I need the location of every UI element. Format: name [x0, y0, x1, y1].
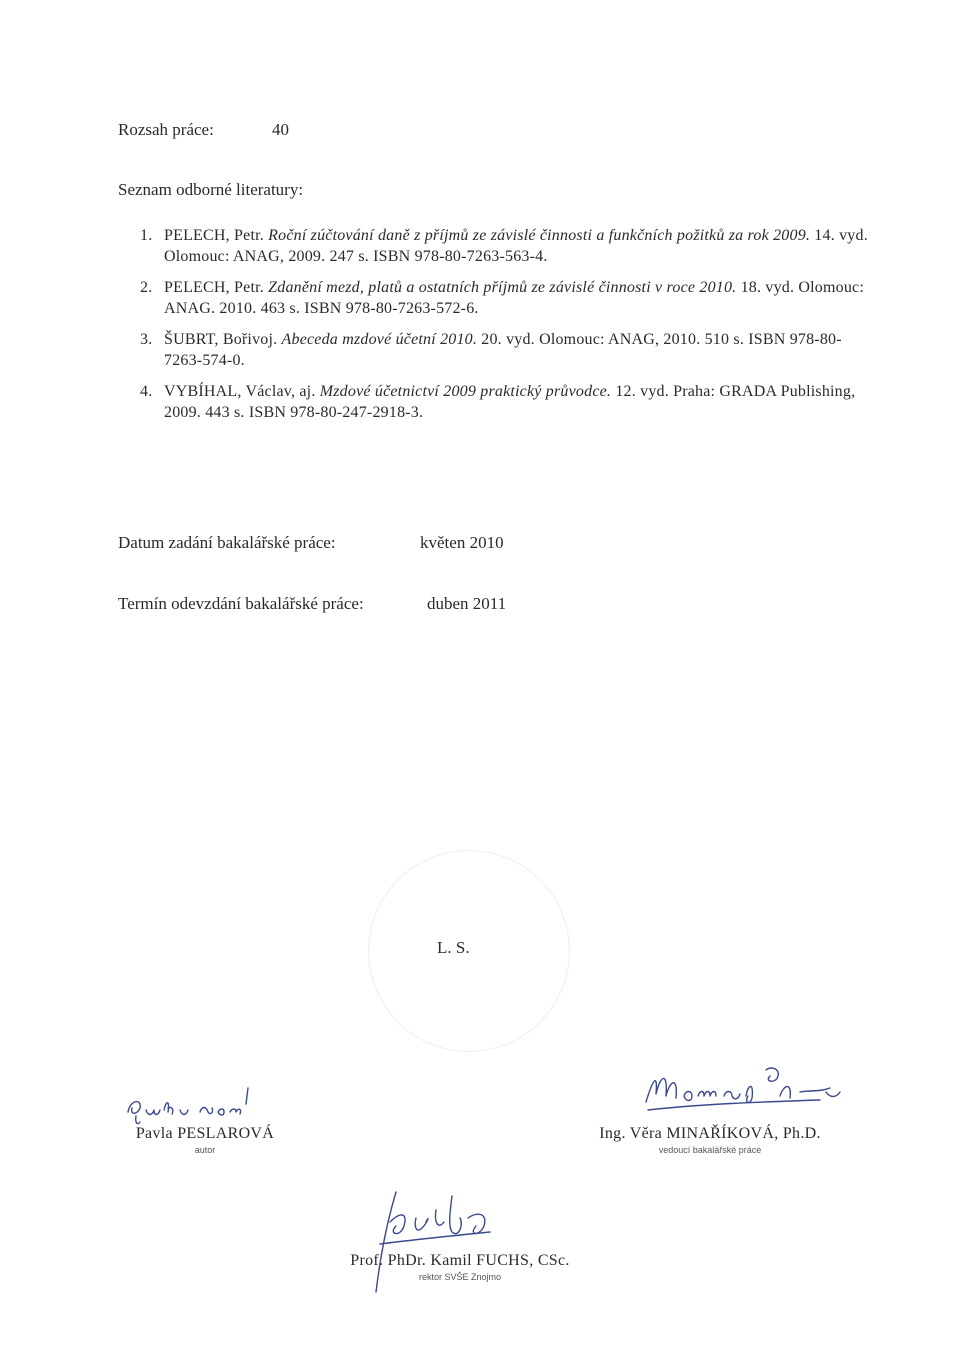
supervisor-role: vedoucí bakalářské práce: [658, 1145, 762, 1155]
literature-item-details: 20. vyd. Olomouc: ANAG, 2010. 510 s. ISBN 978-80-7263-574-0.: [164, 331, 842, 369]
literature-list: [140, 225, 880, 433]
literature-item: [140, 277, 880, 319]
author-signature-strokes: [120, 1082, 260, 1130]
rector-signature-strokes: [360, 1182, 510, 1302]
scope-label: Rozsah práce:: [118, 120, 214, 139]
supervisor-signature-strokes: [640, 1062, 850, 1132]
literature-item-author: ŠUBRT, Bořivoj.: [164, 331, 282, 348]
literature-heading: Seznam odborné literatury:: [118, 180, 304, 199]
literature-item-title: Zdanění mezd, platů a ostatních příjmů ze závislé činnosti v roce 2010.: [268, 279, 741, 296]
literature-item-number: 2.: [140, 279, 153, 296]
rector-role: rektor SVŠE Znojmo: [418, 1272, 502, 1282]
literature-item-title: Roční zúčtování daně z příjmů ze závislé činnosti a funkčních požitků za rok 2009.: [268, 227, 815, 244]
scope-value: 40: [272, 120, 289, 139]
literature-item-number: 3.: [140, 331, 153, 348]
deadline-value: duben 2011: [427, 594, 507, 613]
literature-item-author: VYBÍHAL, Václav, aj.: [164, 383, 320, 400]
stamp-placeholder-text: L. S.: [437, 938, 470, 957]
assigned-date-value: květen 2010: [420, 533, 504, 552]
literature-item-number: 1.: [140, 227, 153, 244]
literature-item-details: 18. vyd. Olomouc: ANAG. 2010. 463 s. ISBN 978-80-7263-572-6.: [164, 279, 864, 317]
literature-item-details: 12. vyd. Praha: GRADA Publishing, 2009. 443 s. ISBN 978-80-247-2918-3.: [164, 383, 856, 421]
literature-item-number: 4.: [140, 383, 153, 400]
author-role: autor: [194, 1145, 216, 1155]
literature-item: [140, 225, 880, 267]
literature-item: [140, 381, 880, 423]
rector-handwritten-signature: [360, 1182, 510, 1302]
author-handwritten-signature: [120, 1082, 260, 1130]
literature-item-title: Abeceda mzdové účetní 2010.: [281, 331, 482, 348]
rector-signature-block: [310, 1252, 610, 1282]
supervisor-handwritten-signature: [640, 1062, 850, 1132]
deadline-label: Termín odevzdání bakalářské práce:: [118, 594, 364, 613]
rector-name: Prof. PhDr. Kamil FUCHS, CSc.: [350, 1252, 570, 1269]
supervisor-signature-block: [570, 1125, 850, 1155]
literature-item-author: PELECH, Petr.: [164, 279, 269, 296]
literature-item-author: PELECH, Petr.: [164, 227, 269, 244]
literature-item: [140, 329, 880, 371]
author-signature-block: [110, 1125, 300, 1155]
supervisor-name: Ing. Věra MINAŘÍKOVÁ, Ph.D.: [599, 1125, 821, 1142]
assigned-date-label: Datum zadání bakalářské práce:: [118, 533, 336, 552]
author-name: Pavla PESLAROVÁ: [135, 1125, 275, 1142]
literature-item-title: Mzdové účetnictví 2009 praktický průvodce.: [319, 383, 616, 400]
literature-item-details: 14. vyd. Olomouc: ANAG, 2009. 247 s. ISBN 978-80-7263-563-4.: [164, 227, 868, 265]
